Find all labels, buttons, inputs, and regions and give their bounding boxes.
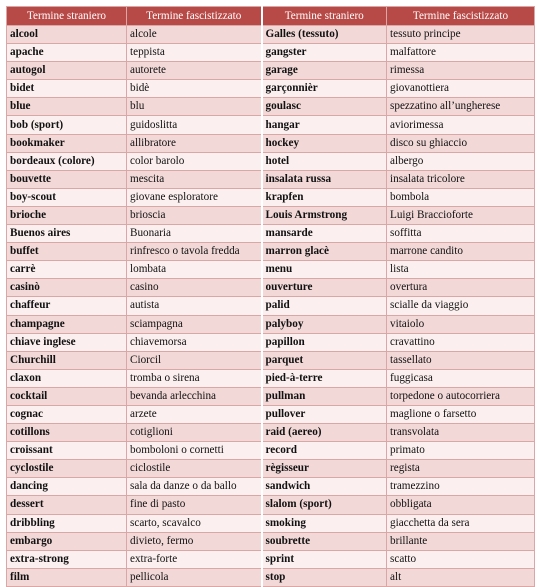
table-row	[7, 514, 535, 532]
cell-foreign-term-left: buffet	[7, 243, 127, 261]
cell-foreign-term-left: casinò	[7, 279, 127, 297]
cell-foreign-term-right: hotel	[262, 152, 387, 170]
cell-foreign-term-right: sandwich	[262, 478, 387, 496]
cell-foreign-term-left: champagne	[7, 315, 127, 333]
cell-foreign-term-right: mansarde	[262, 225, 387, 243]
cell-foreign-term-left: croissant	[7, 442, 127, 460]
cell-foreign-term-right: ouverture	[262, 279, 387, 297]
cell-foreign-term-right: smoking	[262, 514, 387, 532]
cell-fascist-term-right: bombola	[387, 188, 535, 206]
table-row	[7, 116, 535, 134]
table-row	[7, 44, 535, 62]
cell-fascist-term-right: Luigi Braccioforte	[387, 206, 535, 224]
cell-fascist-term-left: divieto, fermo	[127, 532, 262, 550]
cell-foreign-term-right: record	[262, 442, 387, 460]
cell-foreign-term-left: autogol	[7, 62, 127, 80]
cell-foreign-term-left: brioche	[7, 206, 127, 224]
table-body	[7, 26, 535, 587]
cell-fascist-term-right: brillante	[387, 532, 535, 550]
cell-fascist-term-left: casino	[127, 279, 262, 297]
cell-foreign-term-left: dessert	[7, 496, 127, 514]
cell-foreign-term-right: slalom (sport)	[262, 496, 387, 514]
cell-fascist-term-right: primato	[387, 442, 535, 460]
cell-foreign-term-right: menu	[262, 261, 387, 279]
cell-fascist-term-left: scarto, scavalco	[127, 514, 262, 532]
cell-fascist-term-left: bomboloni o cornetti	[127, 442, 262, 460]
cell-foreign-term-left: Buenos aires	[7, 225, 127, 243]
cell-fascist-term-left: allibratore	[127, 134, 262, 152]
cell-foreign-term-left: claxon	[7, 369, 127, 387]
table-row	[7, 170, 535, 188]
cell-foreign-term-left: embargo	[7, 532, 127, 550]
cell-foreign-term-left: bob (sport)	[7, 116, 127, 134]
header-foreign-term-right: Termine straniero	[262, 7, 387, 26]
cell-foreign-term-right: règisseur	[262, 460, 387, 478]
cell-fascist-term-right: scialle da viaggio	[387, 297, 535, 315]
cell-foreign-term-right: garage	[262, 62, 387, 80]
cell-fascist-term-right: insalata tricolore	[387, 170, 535, 188]
cell-foreign-term-left: bordeaux (colore)	[7, 152, 127, 170]
cell-fascist-term-right: cravattino	[387, 333, 535, 351]
cell-foreign-term-left: blue	[7, 98, 127, 116]
cell-fascist-term-right: overtura	[387, 279, 535, 297]
table-row	[7, 478, 535, 496]
cell-fascist-term-right: disco su ghiaccio	[387, 134, 535, 152]
cell-foreign-term-right: sprint	[262, 550, 387, 568]
cell-foreign-term-left: dancing	[7, 478, 127, 496]
cell-fascist-term-left: giovane esploratore	[127, 188, 262, 206]
cell-fascist-term-right: vitaiolo	[387, 315, 535, 333]
cell-fascist-term-left: chiavemorsa	[127, 333, 262, 351]
cell-foreign-term-left: extra-strong	[7, 550, 127, 568]
cell-fascist-term-right: spezzatino all’ungherese	[387, 98, 535, 116]
cell-fascist-term-left: mescita	[127, 170, 262, 188]
table-row	[7, 134, 535, 152]
table-row	[7, 369, 535, 387]
cell-fascist-term-right: fuggicasa	[387, 369, 535, 387]
cell-fascist-term-right: soffitta	[387, 225, 535, 243]
cell-foreign-term-right: parquet	[262, 351, 387, 369]
cell-foreign-term-left: apache	[7, 44, 127, 62]
cell-fascist-term-right: lista	[387, 261, 535, 279]
cell-fascist-term-left: autorete	[127, 62, 262, 80]
header-foreign-term-left: Termine straniero	[7, 7, 127, 26]
cell-fascist-term-right: torpedone o autocorriera	[387, 387, 535, 405]
cell-fascist-term-left: color barolo	[127, 152, 262, 170]
cell-foreign-term-right: Galles (tessuto)	[262, 26, 387, 44]
cell-foreign-term-left: cotillons	[7, 424, 127, 442]
cell-foreign-term-right: hangar	[262, 116, 387, 134]
cell-fascist-term-right: aviorimessa	[387, 116, 535, 134]
table-row	[7, 550, 535, 568]
cell-fascist-term-left: lombata	[127, 261, 262, 279]
cell-fascist-term-left: guidoslitta	[127, 116, 262, 134]
cell-foreign-term-right: stop	[262, 568, 387, 586]
cell-fascist-term-left: sala da danze o da ballo	[127, 478, 262, 496]
cell-fascist-term-left: extra-forte	[127, 550, 262, 568]
cell-foreign-term-left: dribbling	[7, 514, 127, 532]
table-row	[7, 243, 535, 261]
cell-foreign-term-right: Louis Armstrong	[262, 206, 387, 224]
cell-foreign-term-left: bouvette	[7, 170, 127, 188]
table-row	[7, 261, 535, 279]
cell-fascist-term-left: bidè	[127, 80, 262, 98]
table-row	[7, 351, 535, 369]
cell-fascist-term-left: ciclostile	[127, 460, 262, 478]
table-row	[7, 387, 535, 405]
cell-foreign-term-right: krapfen	[262, 188, 387, 206]
cell-foreign-term-left: cocktail	[7, 387, 127, 405]
table-row	[7, 62, 535, 80]
cell-fascist-term-left: bevanda arlecchina	[127, 387, 262, 405]
table-row	[7, 496, 535, 514]
cell-foreign-term-right: papillon	[262, 333, 387, 351]
table-row	[7, 279, 535, 297]
cell-foreign-term-right: garçonnièr	[262, 80, 387, 98]
cell-fascist-term-right: rimessa	[387, 62, 535, 80]
cell-fascist-term-left: tromba o sirena	[127, 369, 262, 387]
cell-fascist-term-right: scatto	[387, 550, 535, 568]
cell-fascist-term-left: rinfresco o tavola fredda	[127, 243, 262, 261]
table-row	[7, 206, 535, 224]
table-row	[7, 152, 535, 170]
cell-foreign-term-left: boy-scout	[7, 188, 127, 206]
cell-fascist-term-left: teppista	[127, 44, 262, 62]
cell-fascist-term-right: tassellato	[387, 351, 535, 369]
cell-fascist-term-right: malfattore	[387, 44, 535, 62]
cell-fascist-term-right: tessuto principe	[387, 26, 535, 44]
table-row	[7, 297, 535, 315]
cell-fascist-term-right: alt	[387, 568, 535, 586]
table-row	[7, 532, 535, 550]
header-row	[7, 7, 535, 26]
cell-foreign-term-right: palid	[262, 297, 387, 315]
cell-foreign-term-right: pullman	[262, 387, 387, 405]
cell-fascist-term-left: alcole	[127, 26, 262, 44]
table-row	[7, 568, 535, 586]
cell-fascist-term-left: arzete	[127, 405, 262, 423]
cell-fascist-term-right: obbligata	[387, 496, 535, 514]
cell-foreign-term-left: carrè	[7, 261, 127, 279]
cell-foreign-term-right: pied-à-terre	[262, 369, 387, 387]
cell-foreign-term-left: bidet	[7, 80, 127, 98]
cell-fascist-term-right: maglione o farsetto	[387, 405, 535, 423]
table-row	[7, 405, 535, 423]
cell-fascist-term-right: tramezzino	[387, 478, 535, 496]
cell-foreign-term-right: soubrette	[262, 532, 387, 550]
cell-fascist-term-left: Ciorcil	[127, 351, 262, 369]
table-row	[7, 315, 535, 333]
table-row	[7, 424, 535, 442]
table-row	[7, 225, 535, 243]
cell-fascist-term-right: transvolata	[387, 424, 535, 442]
cell-foreign-term-right: goulasc	[262, 98, 387, 116]
cell-fascist-term-left: brioscia	[127, 206, 262, 224]
cell-foreign-term-left: chiave inglese	[7, 333, 127, 351]
cell-fascist-term-left: cotiglioni	[127, 424, 262, 442]
table-row	[7, 98, 535, 116]
table-row	[7, 188, 535, 206]
cell-fascist-term-left: Buonaria	[127, 225, 262, 243]
cell-fascist-term-left: pellicola	[127, 568, 262, 586]
header-fascist-term-left: Termine fascistizzato	[127, 7, 262, 26]
table-row	[7, 26, 535, 44]
cell-foreign-term-right: pullover	[262, 405, 387, 423]
table-row	[7, 460, 535, 478]
cell-foreign-term-left: chaffeur	[7, 297, 127, 315]
table-row	[7, 333, 535, 351]
cell-foreign-term-left: Churchill	[7, 351, 127, 369]
cell-foreign-term-right: hockey	[262, 134, 387, 152]
cell-foreign-term-left: film	[7, 568, 127, 586]
cell-fascist-term-left: sciampagna	[127, 315, 262, 333]
cell-foreign-term-left: cyclostile	[7, 460, 127, 478]
cell-foreign-term-left: bookmaker	[7, 134, 127, 152]
cell-foreign-term-right: raid (aereo)	[262, 424, 387, 442]
cell-foreign-term-right: insalata russa	[262, 170, 387, 188]
cell-fascist-term-left: autista	[127, 297, 262, 315]
cell-fascist-term-left: blu	[127, 98, 262, 116]
cell-fascist-term-right: giacchetta da sera	[387, 514, 535, 532]
cell-foreign-term-right: marron glacè	[262, 243, 387, 261]
table-row	[7, 442, 535, 460]
cell-fascist-term-right: giovanottiera	[387, 80, 535, 98]
cell-fascist-term-right: albergo	[387, 152, 535, 170]
cell-fascist-term-right: marrone candito	[387, 243, 535, 261]
cell-fascist-term-right: regista	[387, 460, 535, 478]
table-row	[7, 80, 535, 98]
cell-foreign-term-right: palyboy	[262, 315, 387, 333]
cell-foreign-term-right: gangster	[262, 44, 387, 62]
cell-foreign-term-left: alcool	[7, 26, 127, 44]
cell-foreign-term-left: cognac	[7, 405, 127, 423]
header-fascist-term-right: Termine fascistizzato	[387, 7, 535, 26]
cell-fascist-term-left: fine di pasto	[127, 496, 262, 514]
